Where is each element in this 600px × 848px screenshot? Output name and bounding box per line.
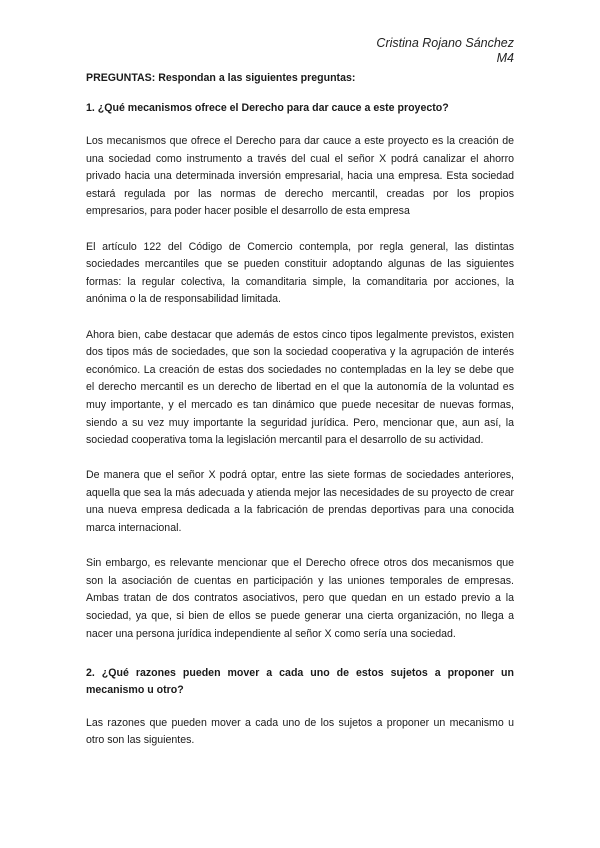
author-name: Cristina Rojano Sánchez (376, 36, 514, 50)
q1-paragraph-5: Sin embargo, es relevante mencionar que el Derecho ofrece otros dos mecanismos que son la asociación de cuentas en participación y las uniones temporales de empresas. Ambas tratan de dos contratos asociativos, pero que quedan en un estado previo a la sociedad, ya que, si bien de ellos se puede generar una cierta organización, no llega a nacer una persona jurídica independiente al señor X como sería una sociedad. (86, 557, 514, 640)
document-body (86, 70, 514, 768)
author-header (376, 36, 514, 66)
q1-paragraph-4: De manera que el señor X podrá optar, entre las siete formas de sociedades anteriores, aquella que sea la más adecuada y atienda mejor las necesidades de su proyecto de crear una nueva empresa dedicada a la fabricación de prendas deportivas para una conocida marca internacional. (86, 469, 514, 535)
module-label: M4 (496, 51, 514, 65)
q2-paragraph-1: Las razones que pueden mover a cada uno de los sujetos a proponer un mecanismo u otro son las siguientes. (86, 716, 514, 747)
question-1: 1. ¿Qué mecanismos ofrece el Derecho para dar cauce a este proyecto? (86, 102, 449, 114)
q1-paragraph-2: El artículo 122 del Código de Comercio contempla, por regla general, las distintas sociedades mercantiles que se pueden constituir adoptando algunas de las siguientes formas: la regular colectiva, la comanditaria simple, la comanditaria por acciones, la anónima o la de responsabilidad limitada. (86, 240, 514, 306)
document-title: PREGUNTAS: Respondan a las siguientes preguntas: (86, 72, 356, 84)
question-2: 2. ¿Qué razones pueden mover a cada uno de estos sujetos a proponer un mecanismo u otro? (86, 666, 514, 696)
q1-paragraph-1: Los mecanismos que ofrece el Derecho para dar cauce a este proyecto es la creación de una sociedad como instrumento a través del cual el señor X podrá canalizar el ahorro privado hacia una determinada inversión empresarial, hacia una empresa. Esta sociedad estará regulada por las normas de derecho mercantil, creadas por los propios empresarios, para poder hacer posible el desarrollo de esta empresa (86, 135, 514, 218)
q1-paragraph-3: Ahora bien, cabe destacar que además de estos cinco tipos legalmente previstos, existen dos tipos más de sociedades, que son la sociedad cooperativa y la agrupación de interés económico. La creación de estas dos sociedades no contempladas en la ley se debe que el derecho mercantil es un derecho de libertad en el que la autonomía de la voluntad es muy importante, y el mercado es tan dinámico que puede necesitar de nuevas formas, siendo a su vez muy importante la seguridad jurídica. Pero, mencionar que, aun así, la sociedad cooperativa toma la legislación mercantil para el desarrollo de su actividad. (86, 328, 514, 447)
